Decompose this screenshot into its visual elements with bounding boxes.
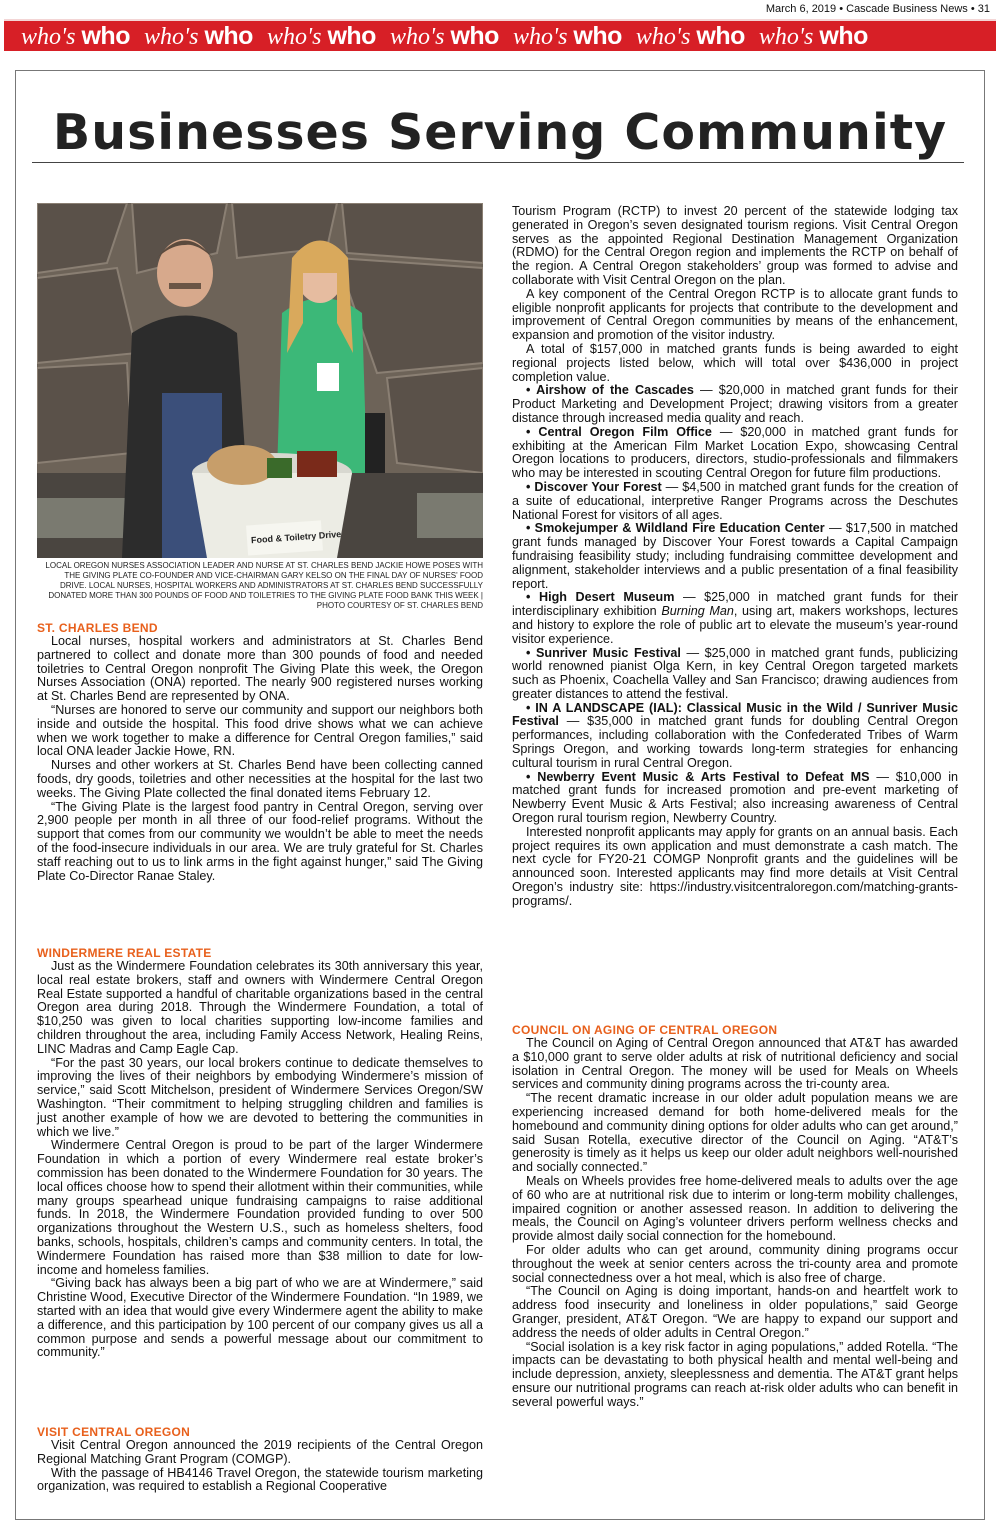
paragraph: “Nurses are honored to serve our community and support our neighbors both inside and outside the hospital. This food drive shows what we can achieve when we work together to make a difference for Central Oregon families,” said local ONA leader Jackie Howe, RN.	[37, 702, 483, 759]
headline-rule	[32, 162, 964, 163]
banner-unit: who's who	[266, 22, 376, 50]
page-headline: Businesses Serving Community	[52, 104, 948, 161]
paragraph: Meals on Wheels provides free home-delivered meals to adults over the age of 60 who are at nutritional risk due to interim or long-term mobility challenges, impaired cognition or another assessed reason. In addition to delivering the meals, the Council on Aging’s volunteer drivers perform wellness checks and provide almost daily social connection for the homebound.	[512, 1173, 958, 1244]
grant-item	[512, 702, 958, 771]
section-banner	[4, 19, 996, 51]
paragraph: Just as the Windermere Foundation celebrates its 30th anniversary this year, local real estate brokers, staff and owners with Windermere Central Oregon Real Estate supported a handful of charitable organizations based in the central Oregon area during 2018. Through the Windermere Foundation, a total of $10,250 was given to local charities supporting low-income families and children throughout the area, including Family Access Network, Healing Reins, LINC Madras and Camp Eagle Cap.	[37, 959, 483, 1056]
paragraph: “The recent dramatic increase in our older adult population means we are experiencing increased demand for both home-delivered meals for the homebound and community dining options for older adults who can get around,” said Susan Rotella, executive director of the Council on Aging. “AT&T’s generosity is timely as it helps us keep our older adult neighbors well-nourished and socially connected.”	[512, 1091, 958, 1175]
grant-text: , using art, makers workshops, lectures and history to explore the role of public art to elevate the museum’s year-round visitor experience.	[512, 604, 959, 646]
grant-name: • Central Oregon Film Office	[526, 424, 712, 439]
photo-caption: LOCAL OREGON NURSES ASSOCIATION LEADER AND NURSE AT ST. CHARLES BEND JACKIE HOWE POSES WITH THE GIVING PLATE CO-FOUNDER AND VICE-CHAIRMAN GARY KELSO ON THE FINAL DAY OF NURSES' FOOD DRIVE. LOCAL NURSES, HOSPITAL WORKERS AND ADMINISTRATORS AT ST. CHARLES BEND SUCCESSFULLY DONATED MORE THAN 300 POUNDS OF FOOD AND TOILETRIES TO THE GIVING PLATE FOOD BANK THIS WEEK | PHOTO COURTESY OF ST. CHARLES BEND	[45, 561, 483, 610]
paragraph: “The Council on Aging is doing important, hands-on and heartfelt work to address food insecurity and loneliness in older populations,” said George Granger, president, AT&T Oregon. “We are happy to expand our support and address the needs of older adults in Central Oregon.”	[512, 1284, 958, 1340]
section-heading: ST. CHARLES BEND	[37, 621, 158, 635]
grant-item	[512, 522, 958, 591]
grant-text: — $25,000 in matched grant funds for their interdisciplinary exhibition	[512, 590, 959, 619]
banner-unit: who's who	[21, 22, 130, 50]
paragraph: “Giving back has always been a big part of who we are at Windermere,” said Christine Wood, Executive Director of the Windermere Foundation. “In 1989, we started with an idea that would give every Windermere agent the ability to make a difference, and this participation by 100 percent of our company gives us all a common purpose and sends a powerful message about our commitment to community.”	[37, 1276, 483, 1360]
paragraph: A key component of the Central Oregon RCTP is to allocate grant funds to eligible nonprofit applicants for projects that contribute to the development and improvement of Central Oregon communities by means of the enhancement, expansion and promotion of the visitor industry.	[512, 286, 958, 343]
news-photo	[37, 203, 483, 558]
paragraph: Local nurses, hospital workers and administrators at St. Charles Bend partnered to collect and donate more than 300 pounds of food and needed toiletries to Central Oregon nonprofit The Giving Plate this week, the Oregon Nurses Association (ONA) reported. The nearly 900 registered nurses working at St. Charles Bend are represented by ONA.	[37, 634, 483, 704]
grant-name: • Newberry Event Music & Arts Festival to Defeat MS	[526, 769, 870, 784]
paragraph: Windermere Central Oregon is proud to be part of the larger Windermere Foundation in which a portion of every Windermere real estate broker’s commission has been donated to the Windermere Foundation for 30 years. The local offices choose how to spend their allotment within their communities, while many groups spearhead unique fundraising campaigns to raise additional funds. In 2018, the Windermere Foundation provided funding to over 500 organizations throughout the Western U.S., such as homeless shelters, food banks, schools, hospitals, children’s camps and community centers. In total, the Windermere Foundation has raised more than $38 million to date for low-income and homeless families.	[37, 1138, 483, 1277]
grant-item	[512, 426, 958, 481]
grant-item	[512, 771, 958, 826]
grant-name: • High Desert Museum	[526, 590, 675, 605]
paragraph: For older adults who can get around, community dining programs occur throughout the week at senior centers across the tri-county area and promote social connectedness over a hot meal, which is also free of charge.	[512, 1242, 958, 1285]
banner-unit: who's who	[758, 22, 868, 50]
paragraph: Tourism Program (RCTP) to invest 20 percent of the statewide lodging tax generated in Oregon’s seven designated tourism regions. Visit Central Oregon serves as the appointed Regional Destination Management Organization (RDMO) for the Central Oregon region and implements the RCTP on behalf of the region. A Central Oregon stakeholders’ group was formed to advise and collaborate with Visit Central Oregon on the plan.	[512, 204, 958, 287]
grant-item	[512, 384, 958, 425]
photo-illustration	[37, 203, 483, 558]
paragraph: The Council on Aging of Central Oregon announced that AT&T has awarded a $10,000 grant to serve older adults at risk of nutritional deficiency and social isolation in Central Oregon. The money will be used for Meals on Wheels services and community dining programs across the tri-county area.	[512, 1036, 958, 1092]
paragraph: “Social isolation is a key risk factor in aging populations,” added Rotella. “The impacts can be devastating to both physical health and mental well-being and include depression, anxiety, sleeplessness and dementia. The AT&T grant helps ensure our nutritional programs can reach at-risk older adults who can benefit in several powerful ways.”	[512, 1339, 958, 1409]
section-heading: COUNCIL ON AGING OF CENTRAL OREGON	[512, 1023, 778, 1037]
grant-name: • IN A LANDSCAPE (IAL): Classical Music in the Wild / Sunriver Music Festival	[512, 700, 958, 729]
grant-item	[512, 647, 958, 702]
banner-unit: who's who	[389, 22, 499, 50]
grant-name: • Airshow of the Cascades	[526, 383, 694, 398]
banner-unit: who's who	[512, 22, 622, 50]
grant-text: — $20,000 in matched grant funds for exhibiting at the American Film Market Location Expo, showcasing Central Oregon locations to producers, directors, studio-professionals and filmmakers who may be interested in scouting Central Oregon for future film productions.	[512, 424, 958, 481]
grant-text: — $17,500 in matched grant funds managed by Discover Your Forest towards a Capital Campaign fundraising feasibility study; including fundraising committee development and alignment, stakeholder interviews and a public presentation of a final feasibility report.	[512, 521, 959, 591]
paragraph: Interested nonprofit applicants may apply for grants on an annual basis. Each project requires its own application and must demonstrate a cash match. The next cycle for FY20-21 COMGP Nonprofit grants and the guidelines will be announced soon. Interested applicants may find more details at Visit Central Oregon’s industry site: https://industry.visitcentraloregon.com/matching-grants-programs/.	[512, 824, 958, 908]
banner-unit: who's who	[143, 22, 253, 50]
grant-text: — $20,000 in matched grant funds for their Product Marketing and Development Project; drawing visitors from a greater distance through increased media quality and reach.	[512, 383, 958, 425]
section-heading: WINDERMERE REAL ESTATE	[37, 946, 212, 960]
windermere-section	[37, 946, 483, 1360]
page-folio: March 6, 2019 • Cascade Business News • 31	[765, 3, 990, 15]
grant-name: • Smokejumper & Wildland Fire Education Center	[526, 521, 825, 536]
st-charles-section	[37, 621, 483, 883]
grant-text: — $4,500 in matched grant funds for the creation of a suite of educational, interpretive Ranger Programs across the Deschutes National Forest for visitors of all ages.	[512, 479, 958, 522]
exhibition-title: Burning Man	[661, 604, 734, 619]
paragraph: Nurses and other workers at St. Charles Bend have been collecting canned foods, dry goods, toiletries and other necessities at the hospital for the last two weeks. The Giving Plate collected the final donated items February 12.	[37, 758, 483, 800]
paragraph: A total of $157,000 in matched grants funds is being awarded to eight regional projects listed below, which will total over $436,000 in project completion value.	[512, 341, 958, 384]
paragraph: With the passage of HB4146 Travel Oregon, the statewide tourism marketing organization, was required to establish a Regional Cooperative	[37, 1465, 483, 1494]
paragraph: Visit Central Oregon announced the 2019 recipients of the Central Oregon Regional Matching Grant Program (COMGP).	[37, 1438, 483, 1466]
drive-sign-text: Food & Toiletry Drive	[250, 529, 342, 546]
section-heading: VISIT CENTRAL OREGON	[37, 1425, 191, 1439]
grant-item	[512, 481, 958, 522]
banner-unit: who's who	[635, 22, 745, 50]
council-on-aging-section	[512, 1023, 958, 1410]
grant-name: • Discover Your Forest	[526, 479, 662, 494]
grant-name: • Sunriver Music Festival	[526, 645, 681, 660]
grant-text: — $10,000 in matched grant funds for increased promotion and pre-event marketing of Newberry Event Music & Arts Festival; also increasing awareness of Central Oregon rural tourism region, Newberry Country.	[512, 769, 958, 826]
paragraph: “The Giving Plate is the largest food pantry in Central Oregon, serving over 2,900 people per month in all three of our food-relief programs. Without the support that comes from our community we wouldn’t be able to meet the needs of the food-insecure individuals in our area. We are truly grateful for St. Charles staff reaching out to us to link arms in the fight against hunger,” said The Giving Plate Co-Director Ranae Staley.	[37, 799, 483, 883]
grant-text: — $25,000 in matched grant funds, publicizing world renowned pianist Olga Kern, in key Central Oregon targeted markets such as Phoenix, Coachella Valley and San Francisco; drawing audiences from greater distances to attend the festival.	[512, 645, 958, 701]
visit-central-oregon-section	[37, 1425, 483, 1494]
grant-text: — $35,000 in matched grant funds for doubling Central Oregon performances, including collaboration with the Confederated Tribes of Warm Springs Oregon, and working towards long-term strategies for enhancing cultural tourism in rural Central Oregon.	[512, 714, 958, 770]
visit-central-oregon-continued	[512, 205, 958, 909]
paragraph: “For the past 30 years, our local brokers continue to dedicate themselves to improving the lives of their neighbors by embodying Windermere’s mission of service,” said Scott Mitchelson, president of Windermere Services Oregon/SW Washington. “Their commitment to helping struggling children and families is just another example of how we are devoted to bettering the communities in which we live.”	[37, 1055, 483, 1139]
grant-item	[512, 591, 958, 646]
